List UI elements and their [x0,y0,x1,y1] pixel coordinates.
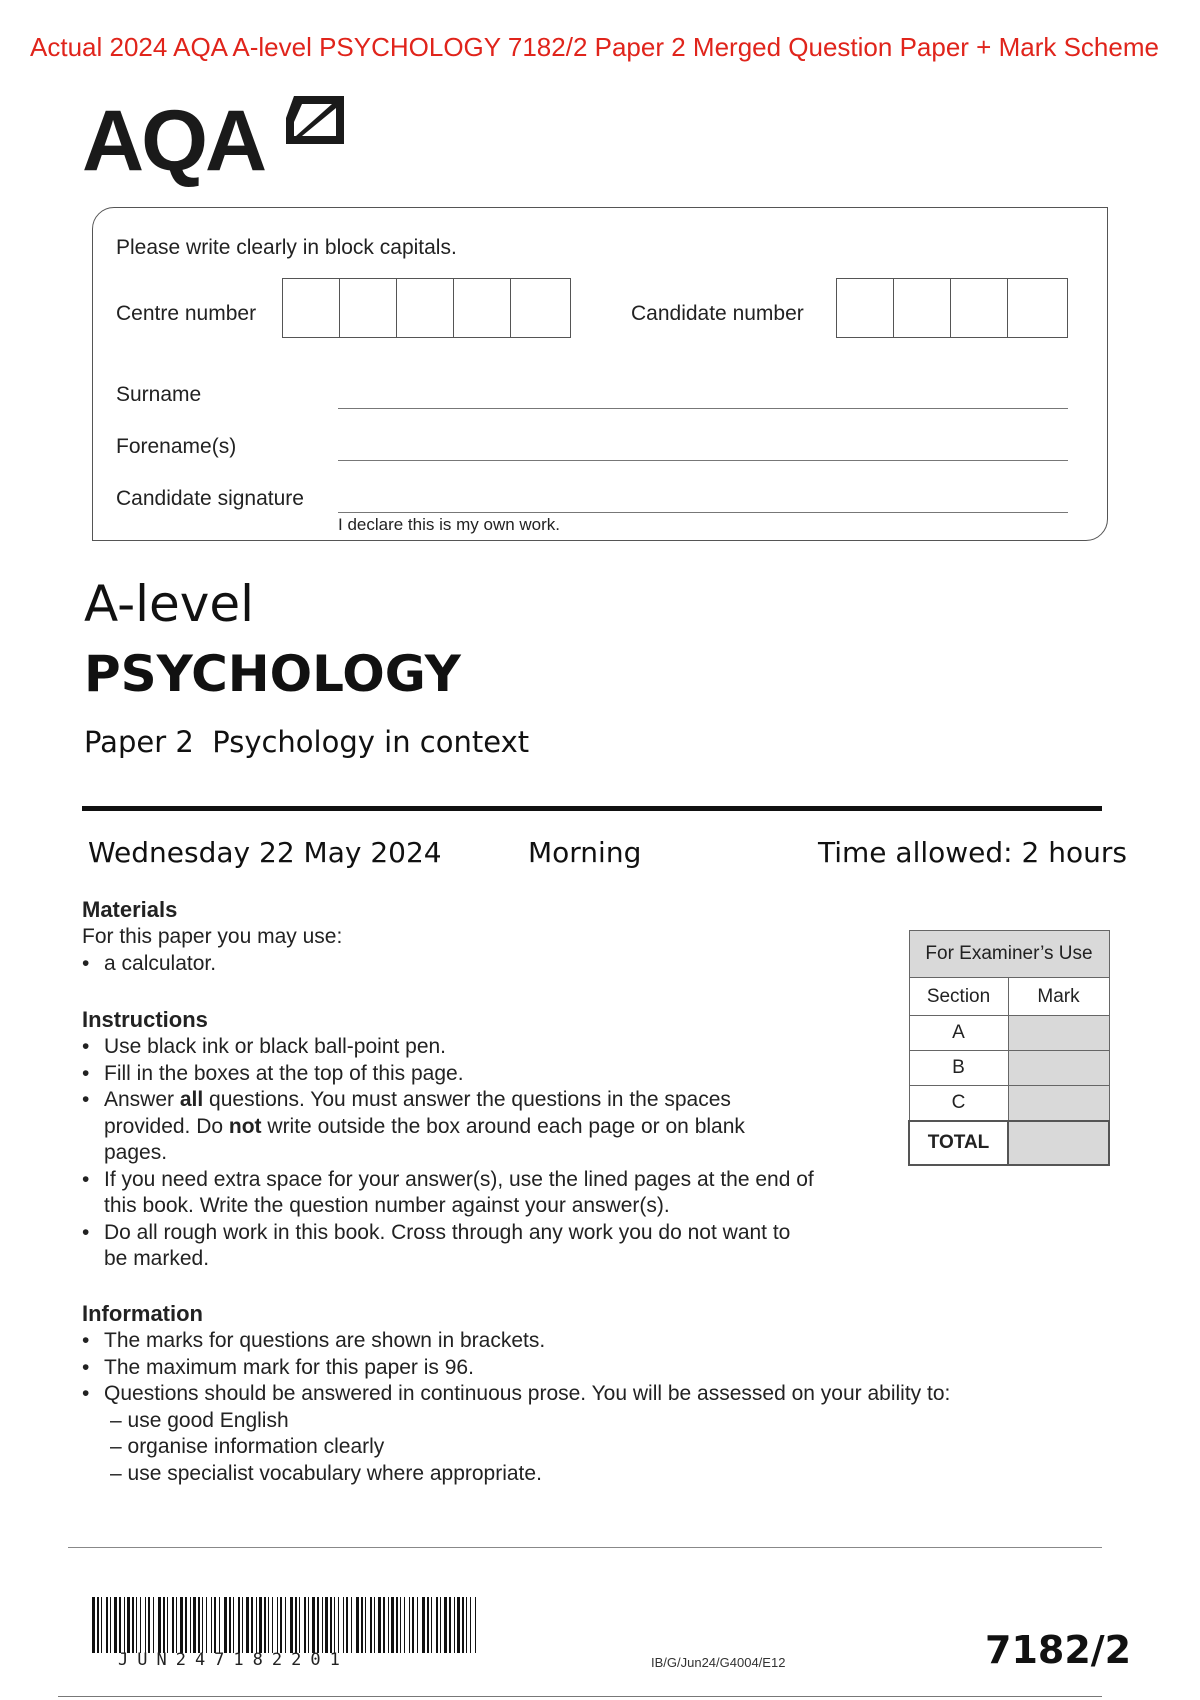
materials-heading: Materials [82,897,178,922]
section-column-header: Section [909,978,1008,1016]
barcode-bar [242,1597,243,1653]
barcode-bar [356,1597,359,1653]
barcode-bar [233,1597,234,1653]
barcode-bar [180,1597,183,1653]
barcode-bar [148,1597,150,1653]
instruction-item: • Fill in the boxes at the top of this page. [82,1061,842,1088]
barcode-bar [404,1597,405,1653]
barcode-bar [325,1597,328,1653]
barcode-bar [449,1597,451,1653]
barcode-bar [193,1597,196,1653]
barcode-bar [127,1597,130,1653]
barcode-bar [396,1597,398,1653]
barcode-bar [462,1597,464,1653]
barcode-bar [383,1597,385,1653]
forenames-line[interactable] [338,460,1068,461]
barcode-bar [211,1597,212,1653]
instructions-heading: Instructions [82,1007,208,1032]
barcode-bar [312,1597,315,1653]
barcode-bar [206,1597,207,1653]
mark-cell [1008,1051,1109,1086]
barcode-digits: JUN247182201 [118,1650,349,1670]
aqa-logo [82,92,352,187]
instruction-item: • Use black ink or black ball-point pen. [82,1034,842,1061]
barcode-bar [259,1597,262,1653]
signature-label: Candidate signature [116,487,304,510]
barcode-bar [158,1597,161,1653]
barcode-bar [246,1597,249,1653]
barcode [92,1597,477,1653]
materials-item: • a calculator. [82,951,842,978]
declaration-text: I declare this is my own work. [338,515,561,534]
barcode-bar [304,1597,306,1653]
section-label: A [909,1016,1008,1051]
barcode-bar [190,1597,191,1653]
barcode-bar [374,1597,375,1653]
barcode-bar [427,1597,429,1653]
barcode-bar [264,1597,266,1653]
materials-section [82,896,842,977]
barcode-bar [153,1597,154,1653]
document-reference: IB/G/Jun24/G4004/E12 [651,1655,786,1670]
barcode-bar [290,1597,293,1653]
information-heading: Information [82,1301,203,1326]
barcode-bar [251,1597,253,1653]
examiners-use-table [908,930,1110,1166]
barcode-bar [132,1597,134,1653]
barcode-bar [229,1597,231,1653]
barcode-bar [295,1597,297,1653]
instructions-section [82,1006,842,1273]
paper-title: Paper 2 Psychology in context [84,725,530,759]
information-item: • The maximum mark for this paper is 96. [82,1355,1042,1382]
barcode-bar [280,1597,282,1653]
exam-date: Wednesday 22 May 2024 [88,836,442,869]
centre-number-label: Centre number [116,302,257,325]
barcode-bar [167,1597,168,1653]
barcode-bar [388,1597,389,1653]
candidate-digit-box[interactable] [1008,279,1065,337]
barcode-bar [176,1597,177,1653]
information-section [82,1300,1042,1487]
barcode-bar [470,1597,471,1653]
centre-digit-box[interactable] [283,279,340,337]
information-subitem: – use specialist vocabulary where appropriate. [110,1461,542,1485]
barcode-bar [351,1597,352,1653]
candidate-digit-box[interactable] [837,279,894,337]
centre-digit-box[interactable] [511,279,568,337]
barcode-bar [238,1597,240,1653]
barcode-bar [417,1597,418,1653]
mark-column-header: Mark [1008,978,1109,1016]
paper-code: 7182/2 [985,1628,1132,1672]
materials-intro: For this paper you may use: [82,925,343,948]
barcode-bar [365,1597,366,1653]
total-label: TOTAL [909,1121,1008,1165]
barcode-bar [124,1597,125,1653]
barcode-bar [308,1597,309,1653]
barcode-bar [106,1597,108,1653]
surname-line[interactable] [338,408,1068,409]
barcode-bar [268,1597,269,1653]
title-divider [82,806,1102,811]
instruction-item: • Answer all questions. You must answer the questions in the spaces provided. Do not write outside the box around each page or on blank pages. [82,1087,842,1167]
barcode-bar [172,1597,174,1653]
barcode-bar [317,1597,319,1653]
examiners-use-title: For Examiner’s Use [909,931,1109,978]
barcode-bar [431,1597,432,1653]
instruction-item: • If you need extra space for your answer(s), use the lined pages at the end of this book. Write the question number against your answer(s). [82,1167,842,1220]
barcode-bar [299,1597,300,1653]
centre-digit-box[interactable] [397,279,454,337]
barcode-bar [272,1597,273,1653]
page-banner: Actual 2024 AQA A-level PSYCHOLOGY 7182/2 Paper 2 Merged Question Paper + Mark Scheme [30,32,1159,62]
candidate-number-label: Candidate number [631,302,804,325]
mark-cell [1008,1086,1109,1121]
barcode-bar [391,1597,394,1653]
barcode-bar [412,1597,414,1653]
total-mark-cell [1008,1121,1109,1165]
barcode-bar [277,1597,278,1653]
barcode-bar [334,1597,335,1653]
centre-digit-box[interactable] [454,279,511,337]
barcode-bar [140,1597,141,1653]
candidate-number-boxes[interactable] [836,278,1068,338]
barcode-bar [285,1597,286,1653]
barcode-bar [97,1597,99,1653]
barcode-bar [400,1597,401,1653]
time-allowed: Time allowed: 2 hours [818,836,1127,869]
section-label: B [909,1051,1008,1086]
barcode-bar [219,1597,220,1653]
barcode-bar [338,1597,339,1653]
barcode-bar [145,1597,146,1653]
barcode-bar [114,1597,117,1653]
barcode-bar [454,1597,455,1653]
subject-title: PSYCHOLOGY [84,645,461,703]
barcode-bar [361,1597,363,1653]
centre-digit-box[interactable] [340,279,397,337]
barcode-bar [322,1597,323,1653]
section-label: C [909,1086,1008,1121]
qualification-level: A-level [84,575,255,633]
exam-session: Morning [528,836,642,869]
barcode-bar [214,1597,216,1653]
information-subitem: – organise information clearly [110,1435,385,1458]
bottom-divider [58,1696,1102,1697]
barcode-bar [409,1597,410,1653]
instruction-item: • Do all rough work in this book. Cross through any work you do not want to be marked. [82,1220,842,1273]
information-item: • Questions should be answered in continuous prose. You will be assessed on your ability to: [82,1381,1042,1408]
barcode-bar [343,1597,344,1653]
barcode-bar [346,1597,348,1653]
information-subitem: – use good English [110,1408,289,1432]
barcode-bar [185,1597,187,1653]
barcode-bar [163,1597,165,1653]
candidate-digit-box[interactable] [951,279,1008,337]
barcode-bar [136,1597,137,1653]
aqa-logo-text: AQA [82,93,265,189]
barcode-bar [110,1597,111,1653]
information-item: • The marks for questions are shown in brackets. [82,1328,1042,1355]
barcode-bar [198,1597,200,1653]
barcode-bar [475,1597,476,1653]
barcode-bar [256,1597,257,1653]
barcode-bar [466,1597,467,1653]
barcode-bar [119,1597,121,1653]
barcode-bar [202,1597,203,1653]
barcode-bar [370,1597,372,1653]
barcode-bar [330,1597,332,1653]
barcode-bar [440,1597,441,1653]
footer-divider [68,1547,1102,1548]
barcode-bar [444,1597,447,1653]
surname-label: Surname [116,383,202,406]
aqa-logo-mark-icon [282,92,348,148]
barcode-bar [224,1597,227,1653]
barcode-bar [378,1597,381,1653]
centre-number-boxes[interactable] [282,278,571,338]
barcode-bar [422,1597,425,1653]
barcode-bar [92,1597,95,1653]
barcode-bar [436,1597,438,1653]
barcode-bar [101,1597,102,1653]
mark-cell [1008,1016,1109,1051]
block-capitals-instruction: Please write clearly in block capitals. [116,236,457,259]
candidate-digit-box[interactable] [894,279,951,337]
barcode-bar [457,1597,460,1653]
candidate-details-box [92,207,1108,541]
signature-line[interactable] [338,512,1068,513]
forenames-label: Forename(s) [116,435,237,458]
